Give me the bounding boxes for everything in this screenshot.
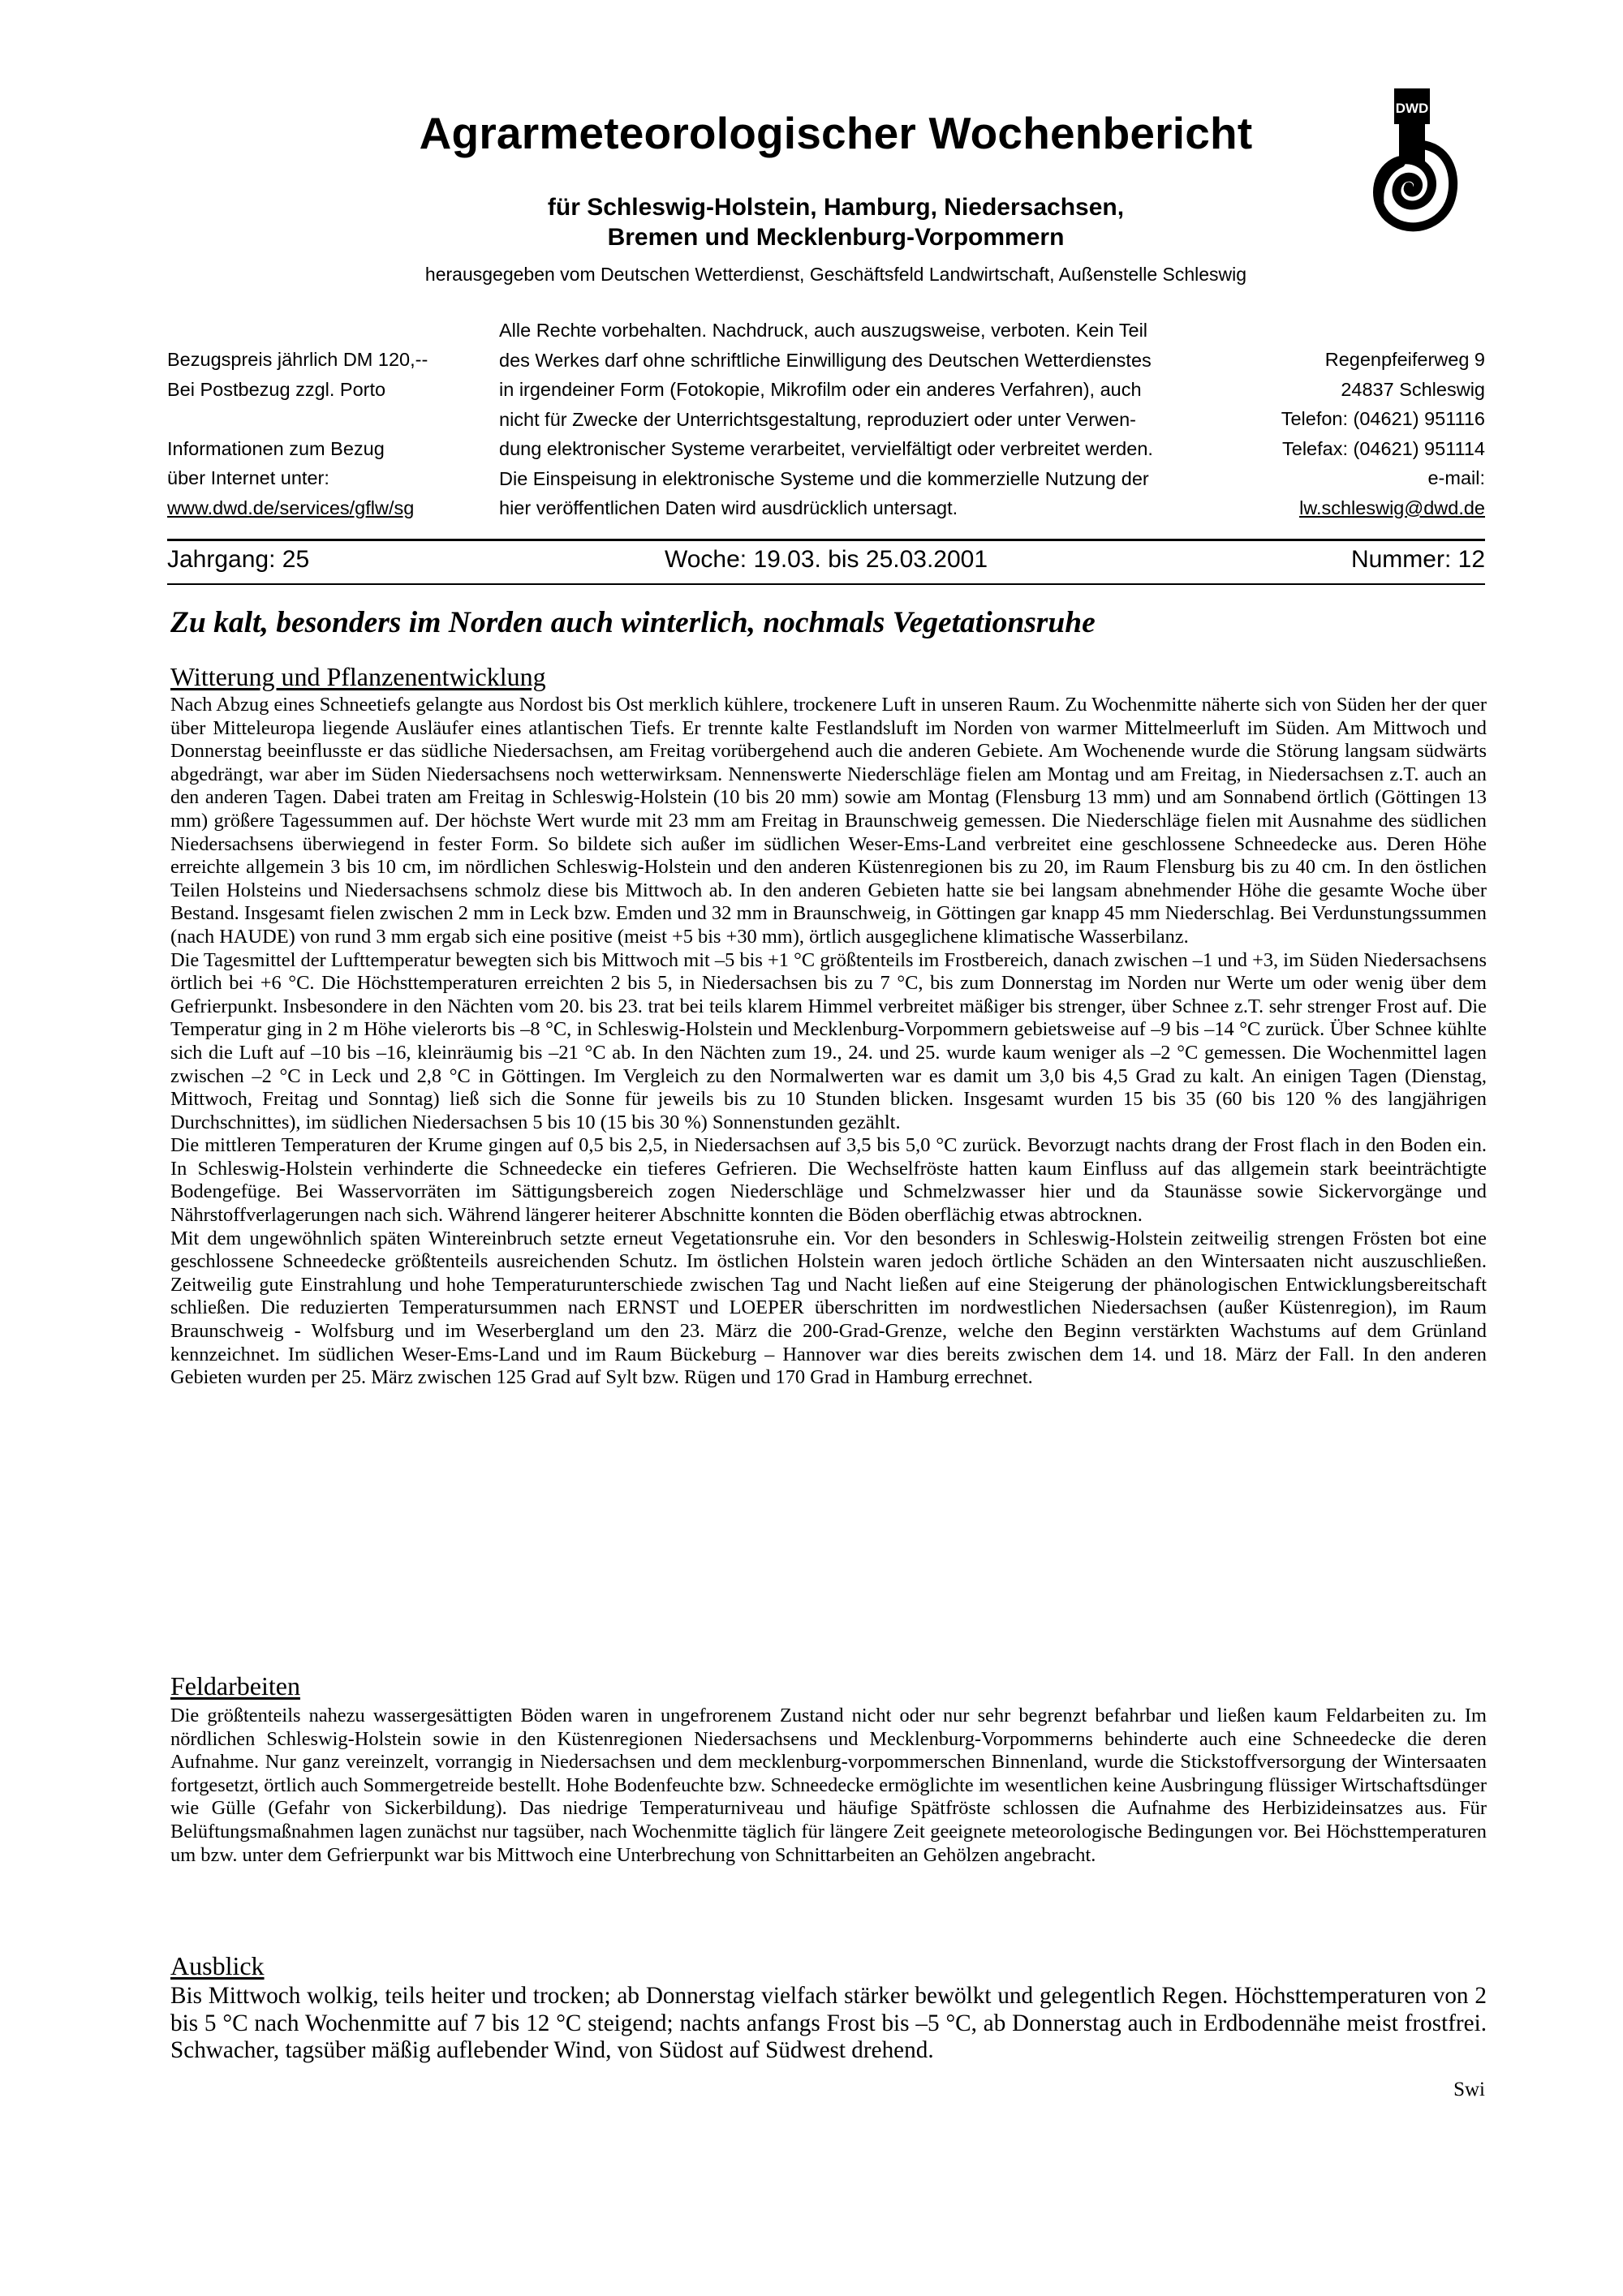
service-url-link[interactable]: www.dwd.de/services/gflw/sg xyxy=(167,497,415,518)
paragraph: Die Tagesmittel der Lufttemperatur bewegten sich bis Mittwoch mit –5 bis +1 °C größtenteils im Frostbereich, danach zwischen –1 und +3, im Süden Niedersachsens örtlich bei +6 °C. Die Höchsttemperaturen erreichten 2 bis 5, in Niedersachsen bis zu 7 °C, bis zum Donnerstag im Norden nur Werte um oder wenig über dem Gefrierpunkt. Insbesondere in den Nächten vom 20. bis 23. trat bei teils klarem Himmel verbreitet mäßiger bis strenger, über Schnee z.T. sehr strenger Frost auf. Die Temperatur ging in 2 m Höhe vielerorts bis –8 °C, in Schleswig-Holstein und Mecklenburg-Vorpommern gebietsweise auf –9 bis –14 °C zurück. Über Schnee kühlte sich die Luft auf –10 bis –16, kleinräumig bis –21 °C ab. In den Nächten zum 19., 24. und 25. wurde kaum weniger als –2 °C gemessen. Die Wochenmittel lagen zwischen –2 °C in Leck und 2,8 °C in Göttingen. Im Vergleich zu den Normalwerten war es damit um 3,0 bis 4,5 Grad zu kalt. An einigen Tagen (Dienstag, Mittwoch, Freitag und Sonntag) ließ sich die Sonne für jeweils bis zu 10 Stunden blicken. Insgesamt wurden 15 bis 35 (60 bis 120 % des langjährigen Durchschnittes), im südlichen Niedersachsen 5 bis 10 (15 bis 30 %) Sonnenstunden gezählt. xyxy=(170,948,1487,1133)
subscription-info xyxy=(167,345,476,522)
section-title-ausblick: Ausblick xyxy=(170,1951,265,1980)
copyright-line: hier veröffentlichen Daten wird ausdrücklich untersagt. xyxy=(499,497,958,518)
paragraph: Mit dem ungewöhnlich späten Wintereinbruch setzte erneut Vegetationsruhe ein. Vor den besonders in Schleswig-Holstein zeitweilig strengen Frösten bot eine geschlossene Schneedecke größtenteils ausreichenden Schutz. Im östlichen Holstein waren jedoch örtliche Schäden an den Wintersaaten nicht auszuschließen. Zeitweilig gute Einstrahlung und hohe Temperaturunterschiede zwischen Tag und Nacht ließen auf eine Steigerung der phänologischen Entwicklungsbereitschaft schließen. Die reduzierten Temperatursummen nach ERNST und LOEPER überschritten im nordwestlichen Niedersachsen (außer Küstenregion), im Raum Braunschweig - Wolfsburg und im Weserbergland um den 23. März die 200-Grad-Grenze, welche den Beginn verstärkten Wachstums auf dem Grünland kennzeichnet. Im südlichen Weser-Ems-Land und im Raum Bückeburg – Hannover war dies bereits zwischen dem 14. und 18. März der Fall. In den anderen Gebieten wurden per 25. März zwischen 125 Grad auf Sylt bzw. Rügen und 170 Grad in Hamburg errechnet. xyxy=(170,1227,1487,1389)
copyright-notice xyxy=(499,316,1213,523)
copyright-line: in irgendeiner Form (Fotokopie, Mikrofilm oder ein anderes Verfahren), auch xyxy=(499,379,1142,400)
contact-city: 24837 Schleswig xyxy=(1341,378,1485,400)
issue-week: Woche: 19.03. bis 25.03.2001 xyxy=(664,546,988,573)
issue-volume: Jahrgang: 25 xyxy=(167,546,310,573)
copyright-line: Die Einspeisung in elektronische Systeme und die kommerzielle Nutzung der xyxy=(499,467,1149,489)
headline: Zu kalt, besonders im Norden auch winterlich, nochmals Vegetationsruhe xyxy=(170,606,1096,639)
section-title-feldarbeiten: Feldarbeiten xyxy=(170,1671,300,1701)
section-body-witterung xyxy=(170,694,1487,1390)
paragraph: Die größtenteils nahezu wassergesättigten Böden waren in ungefrorenem Zustand nicht oder nur sehr begrenzt befahrbar und ließen kaum Feldarbeiten zu. Im nördlichen Schleswig-Holstein sowie in den Küstenregionen Niedersachsens und Mecklenburg-Vorpommerns behinderte auch eine Schneedecke die deren Aufnahme. Nur ganz vereinzelt, vorrangig in Niedersachsen und dem mecklenburg-vorpommerschen Binnenland, wurde die Stickstoffversorgung der Wintersaaten fortgesetzt, örtlich auch Sommergetreide bestellt. Hohe Bodenfeuchte bzw. Schneedecke ermöglichte im wesentlichen keine Ausbringung flüssiger Wirtschaftsdünger wie Gülle (Gefahr von Sickerbildung). Das niedrige Temperaturniveau und häufige Spätfröste schlossen die Aufnahme des Herbizideinsatzes aus. Für Belüftungsmaßnahmen lagen zunächst nur tagsüber, nach Wochenmitte täglich für längere Zeit geeignete meteorologische Bedingungen vor. Bei Höchsttemperaturen um bzw. unter dem Gefrierpunkt war bis Mittwoch eine Unterbrechung von Schnittarbeiten an Gehölzen angebracht. xyxy=(170,1705,1487,1866)
bottom-divider xyxy=(167,583,1485,585)
subtitle-line-2: Bremen und Mecklenburg-Vorpommern xyxy=(607,224,1065,251)
region-subtitle xyxy=(243,192,1428,252)
copyright-line: des Werkes darf ohne schriftliche Einwilligung des Deutschen Wetterdienstes xyxy=(499,349,1152,371)
contact-fax: Telefax: (04621) 951114 xyxy=(1282,437,1485,459)
contact-phone: Telefon: (04621) 951116 xyxy=(1281,408,1485,429)
copyright-line: nicht für Zwecke der Unterrichtsgestaltung, reproduziert oder unter Verwen- xyxy=(499,408,1137,430)
paragraph: Nach Abzug eines Schneetiefs gelangte aus Nordost bis Ost merklich kühlere, trockenere Luft in unseren Raum. Zu Wochenmitte näherte sich von Süden her der quer über Mitteleuropa liegende Ausläufer eines atlantischen Tiefs. Er trennte kalte Festlandsluft im Norden von warmer Mittelmeerluft im Süden. Am Mittwoch und Donnerstag beeinflusste er das südliche Niedersachsen, am Freitag vorübergehend auch die anderen Gebiete. Am Wochenende wurde die Störung langsam südwärts abgedrängt, war aber im Süden Niedersachsens noch wetterwirksam. Nennenswerte Niederschläge fielen am Montag und am Freitag, in Niedersachsen z.T. auch an den anderen Tagen. Dabei traten am Freitag in Schleswig-Holstein (10 bis 20 mm) sowie am Montag (Flensburg 13 mm) und am Sonnabend örtlich (Göttingen 13 mm) größere Tagessummen auf. Der höchste Wert wurde mit 23 mm am Freitag in Braunschweig gemessen. Die Niederschläge fielen mit Ausnahme des südlichen Niedersachsens überwiegend in fester Form. So bildete sich außer im südlichen Weser-Ems-Land verbreitet eine geschlossene Schneedecke aus. Deren Höhe erreichte allgemein 3 bis 10 cm, im nördlichen Schleswig-Holstein und den anderen Küstenregionen bis zu 20, im Raum Flensburg bis zu 40 cm. In den östlichen Teilen Holsteins und Niedersachsens schmolz diese bis Mittwoch ab. In den anderen Gebieten hatte sie bei langsam abnehmender Höhe die gesamte Woche über Bestand. Insgesamt fielen zwischen 2 mm in Leck bzw. Emden und 32 mm in Braunschweig, in Göttingen gar knapp 45 mm Niederschlag. Bei Verdunstungssummen (nach HAUDE) von rund 3 mm ergab sich eine positive (meist +5 bis +30 mm), örtlich ausgeglichene klimatische Wasserbilanz. xyxy=(170,694,1487,948)
contact-email-label: e-mail: xyxy=(1427,467,1485,488)
top-divider xyxy=(167,539,1485,541)
section-body-feldarbeiten xyxy=(170,1705,1487,1867)
copyright-line: dung elektronischer Systeme verarbeitet, vervielfältigt oder verbreitet werden. xyxy=(499,438,1153,459)
section-title-witterung: Witterung und Pflanzenentwicklung xyxy=(170,662,546,691)
paragraph: Bis Mittwoch wolkig, teils heiter und trocken; ab Donnerstag vielfach stärker bewölkt und gelegentlich Regen. Höchsttemperaturen von 2 bis 5 °C nach Wochenmitte auf 7 bis 12 °C steigend; nachts anfangs Frost bis –5 °C, ab Donnerstag auch in Erdbodennähe meist frostfrei. Schwacher, tagsüber mäßig auflebender Wind, von Südost auf Südwest drehend. xyxy=(170,1983,1487,2063)
author-signature: Swi xyxy=(1453,2079,1485,2100)
contact-info xyxy=(1217,345,1485,522)
dwd-logo-icon xyxy=(1371,85,1461,239)
report-title: Agrarmeteorologischer Wochenbericht xyxy=(419,108,1253,158)
paragraph: Die mittleren Temperaturen der Krume gingen auf 0,5 bis 2,5, in Niedersachsen auf 3,5 bis 5,0 °C zurück. Bevorzugt nachts drang der Frost flach in den Boden ein. In Schleswig-Holstein verhinderte die Schneedecke ein tieferes Gefrieren. Die Wechselfröste hatten kaum Einfluss auf das allgemein stark beeinträchtigte Bodengefüge. Bei Wasservorräten im Sättigungsbereich zogen Niederschläge und Schmelzwasser hier und da Staunässe sowie Sickervorgänge und Nährstoffverlagerungen nach sich. Während längerer heiterer Abschnitte konnten die Böden oberflächig etwas abtrocknen. xyxy=(170,1134,1487,1227)
subtitle-line-1: für Schleswig-Holstein, Hamburg, Niedersachsen, xyxy=(547,194,1125,221)
publisher-line: herausgegeben vom Deutschen Wetterdienst, Geschäftsfeld Landwirtschaft, Außenstelle Schleswig xyxy=(424,264,1247,285)
info-subheading: über Internet unter: xyxy=(167,467,329,488)
info-heading: Informationen zum Bezug xyxy=(167,437,385,459)
postage-note: Bei Postbezug zzgl. Porto xyxy=(167,378,386,400)
contact-street: Regenpfeiferweg 9 xyxy=(1324,349,1485,370)
contact-email-link[interactable]: lw.schleswig@dwd.de xyxy=(1299,497,1485,518)
subscription-price: Bezugspreis jährlich DM 120,-- xyxy=(167,349,428,370)
issue-bar xyxy=(167,546,1485,578)
section-body-ausblick xyxy=(170,1983,1487,2065)
copyright-line: Alle Rechte vorbehalten. Nachdruck, auch auszugsweise, verboten. Kein Teil xyxy=(499,320,1148,341)
dwd-logo-text: DWD xyxy=(1395,101,1429,116)
issue-number: Nummer: 12 xyxy=(1350,546,1485,573)
